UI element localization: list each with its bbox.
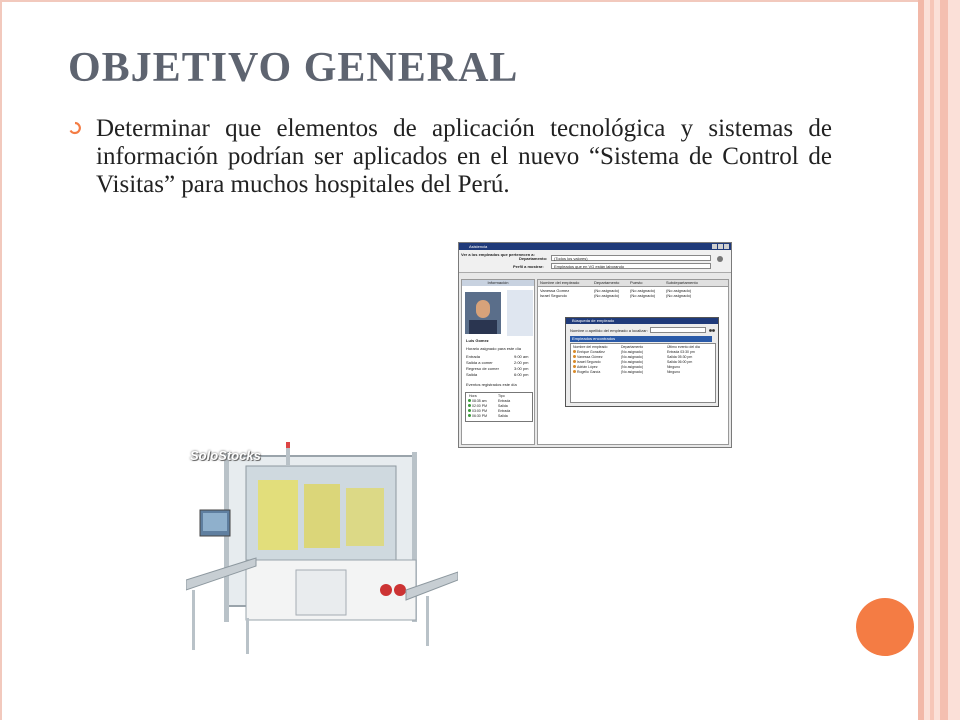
- table-cell[interactable]: (No asignado): [630, 288, 656, 293]
- schedule-label: Salida a comer: [466, 360, 493, 365]
- info-header: Información: [462, 280, 534, 286]
- table-row: 02:00 PM: [468, 404, 487, 408]
- employee-search-input[interactable]: [650, 327, 706, 333]
- schedule-label: Entrada: [466, 354, 481, 359]
- dialog-title: Búsqueda de empleado: [566, 318, 718, 324]
- filter-panel: [459, 250, 731, 273]
- software-screenshot: [458, 242, 732, 448]
- column-header[interactable]: Puesto: [630, 280, 643, 285]
- machine-photo: [186, 440, 458, 656]
- table-cell: Salida: [498, 404, 508, 408]
- employee-photo: [465, 292, 501, 334]
- events-title: Eventos registrados este día: [466, 382, 517, 387]
- table-cell[interactable]: (No asignado): [594, 293, 620, 298]
- bullet-item: [68, 115, 832, 199]
- schedule-value: 2:00 pm: [514, 360, 529, 365]
- schedule-label: Regreso de comer: [466, 366, 499, 371]
- table-cell[interactable]: Vanessa Gomez: [540, 288, 570, 293]
- list-cell: (No asignado): [621, 355, 643, 359]
- table-header: [538, 280, 728, 287]
- close-icon: [724, 244, 729, 249]
- schedule-title: Horario asignado para este día: [466, 346, 521, 351]
- profile-select[interactable]: Empleados que en VG están laborando: [551, 263, 711, 269]
- list-cell: Salida 05:30 pm: [667, 355, 693, 359]
- employee-info-pane: [461, 279, 535, 445]
- bullet-icon: [68, 121, 82, 135]
- orange-circle-decoration: [856, 598, 914, 656]
- events-header-time: Hora: [469, 394, 477, 398]
- machine-illustration: [186, 440, 458, 656]
- department-label: Departamento:: [519, 256, 548, 261]
- refresh-icon[interactable]: [717, 256, 723, 262]
- results-column-header[interactable]: Nombre del empleado: [573, 345, 608, 349]
- window-title: Asistencia: [469, 244, 488, 249]
- results-list: [570, 343, 716, 403]
- table-row: 06:30 PM: [468, 414, 487, 418]
- right-decorative-bar: [918, 0, 960, 720]
- events-table: [465, 392, 533, 422]
- list-cell: Ninguno: [667, 370, 681, 374]
- list-item[interactable]: Vanessa Gómez: [573, 355, 603, 359]
- slide-title: OBJETIVO GENERAL: [68, 45, 519, 91]
- list-cell: Salida 06:00 pm: [667, 360, 693, 364]
- list-cell: (No asignado): [621, 365, 643, 369]
- decorative-graphic: [507, 290, 533, 336]
- schedule-value: 6:00 pm: [514, 372, 529, 377]
- bullet-text: Determinar que elementos de aplicación tecnológica y sistemas de información podrían ser aplicados en el nuevo “Sistema de Control de Visitas” para muchos hospitales del Perú.: [96, 115, 832, 198]
- list-cell: (No asignado): [621, 360, 643, 364]
- table-cell[interactable]: (No asignado): [630, 293, 656, 298]
- filter-label: Ver a los empleados que pertenecen a:: [461, 252, 535, 257]
- table-cell[interactable]: Israel Segundo: [540, 293, 567, 298]
- results-column-header[interactable]: Último evento del día: [667, 345, 700, 349]
- maximize-icon: [718, 244, 723, 249]
- list-cell: Entrada 03:30 pm: [667, 350, 695, 354]
- table-row: 03:00 PM: [468, 409, 487, 413]
- column-header[interactable]: Subdepartamento: [666, 280, 698, 285]
- search-employee-dialog: [565, 317, 719, 407]
- binoculars-icon[interactable]: [709, 327, 715, 333]
- minimize-icon: [712, 244, 717, 249]
- column-header[interactable]: Nombre del empleado: [540, 280, 580, 285]
- table-cell[interactable]: (No asignado): [666, 293, 692, 298]
- list-cell: Ninguno: [667, 365, 681, 369]
- table-cell: Entrada: [498, 399, 511, 403]
- schedule-value: 9:00 am: [514, 354, 529, 359]
- watermark-brand: SoloStocks: [190, 448, 261, 463]
- column-header[interactable]: Departamento: [594, 280, 620, 285]
- table-cell[interactable]: (No asignado): [666, 288, 692, 293]
- schedule-value: 3:00 pm: [514, 366, 529, 371]
- table-row: 08:35 am: [468, 399, 487, 403]
- list-cell: (No asignado): [621, 370, 643, 374]
- events-header-type: Tipo: [498, 394, 505, 398]
- department-select[interactable]: (Todos los valores): [551, 255, 711, 261]
- dialog-search-label: Nombre o apellido del empleado a localizar:: [570, 328, 648, 333]
- employee-name: Luis Gomez: [466, 338, 489, 343]
- list-item[interactable]: Enrique González: [573, 350, 605, 354]
- profile-label: Perfil a mostrar:: [513, 264, 544, 269]
- list-item[interactable]: Rogelio García: [573, 370, 600, 374]
- results-header: Empleados encontrados: [570, 336, 712, 342]
- list-item[interactable]: Israel Segundo: [573, 360, 601, 364]
- schedule-label: Salida: [466, 372, 478, 377]
- table-cell[interactable]: (No asignado): [594, 288, 620, 293]
- window-titlebar: [459, 243, 731, 250]
- list-item[interactable]: Adrián López: [573, 365, 598, 369]
- table-cell: Entrada: [498, 409, 511, 413]
- list-cell: (No asignado): [621, 350, 643, 354]
- table-cell: Salida: [498, 414, 508, 418]
- results-column-header[interactable]: Departamento: [621, 345, 644, 349]
